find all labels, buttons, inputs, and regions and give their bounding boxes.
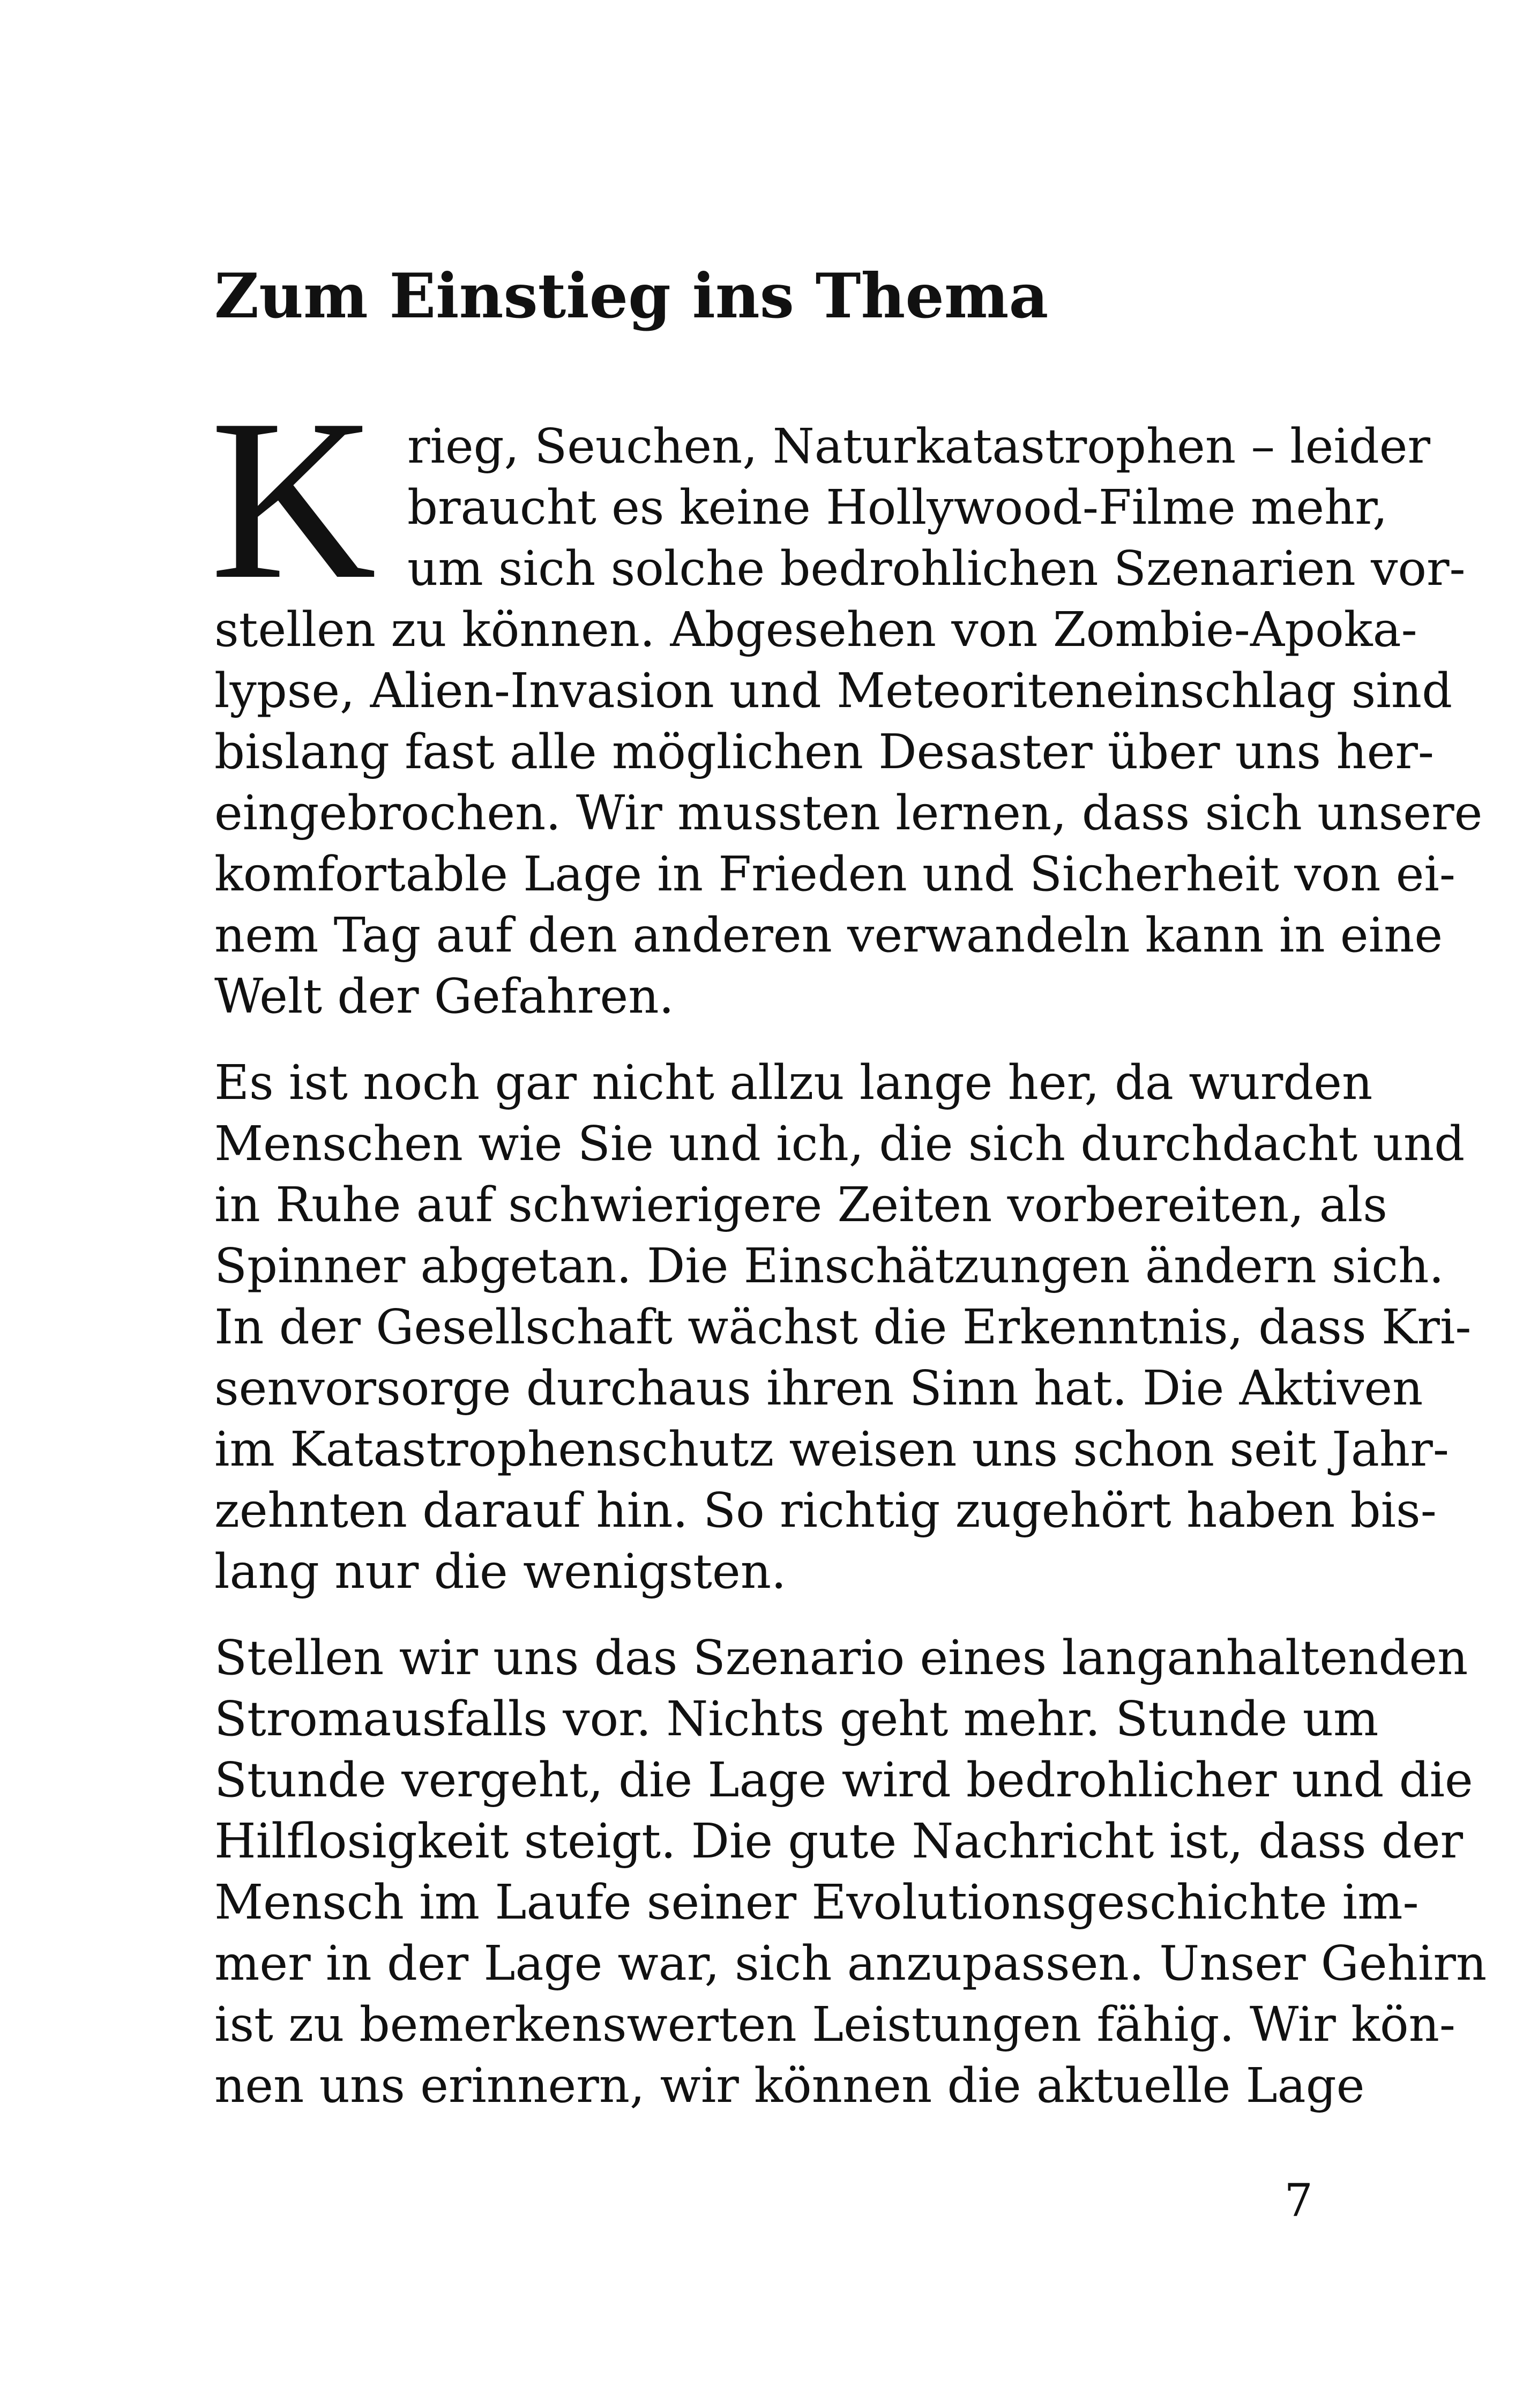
text-line: In der Gesellschaft wächst die Erkenntnis, dass Kri- — [214, 1299, 1472, 1355]
text-line: lypse, Alien-Invasion und Meteoriteneinschlag sind — [214, 663, 1453, 718]
chapter-body — [210, 372, 1487, 2116]
paragraph-1 — [210, 372, 1483, 1027]
text-line: Stunde vergeht, die Lage wird bedrohlicher und die — [214, 1752, 1473, 1808]
text-line: Stellen wir uns das Szenario eines langanhaltenden — [214, 1630, 1468, 1685]
text-line: zehnten darauf hin. So richtig zugehört haben bis- — [214, 1482, 1437, 1538]
page-number: 7 — [1284, 2174, 1313, 2227]
text-line: um sich solche bedrohlichen Szenarien vor- — [407, 540, 1466, 596]
text-line: Menschen wie Sie und ich, die sich durchdacht und — [214, 1116, 1465, 1171]
text-line: komfortable Lage in Frieden und Sicherheit von ei- — [214, 846, 1455, 902]
text-line: ist zu bemerkenswerten Leistungen fähig. Wir kön- — [214, 1996, 1455, 2052]
text-line: im Katastrophenschutz weisen uns schon seit Jahr- — [214, 1421, 1449, 1477]
text-line: nem Tag auf den anderen verwandeln kann in eine — [214, 907, 1443, 963]
text-line: nen uns erinnern, wir können die aktuelle Lage — [214, 2057, 1365, 2113]
text-line: Stromausfalls vor. Nichts geht mehr. Stunde um — [214, 1691, 1379, 1746]
text-line: mer in der Lage war, sich anzupassen. Unser Gehirn — [214, 1935, 1487, 1991]
text-line: stellen zu können. Abgesehen von Zombie-Apoka- — [214, 601, 1417, 657]
text-line: lang nur die wenigsten. — [214, 1543, 787, 1599]
text-line: in Ruhe auf schwierigere Zeiten vorbereiten, als — [214, 1177, 1387, 1232]
text-line: senvorsorge durchaus ihren Sinn hat. Die Aktiven — [214, 1360, 1423, 1416]
drop-cap-letter: K — [210, 372, 377, 627]
text-line: rieg, Seuchen, Naturkatastrophen – leider — [407, 418, 1431, 474]
paragraph-3 — [214, 1627, 1487, 2116]
text-line: eingebrochen. Wir mussten lernen, dass sich unsere — [214, 785, 1483, 841]
text-line: Es ist noch gar nicht allzu lange her, da wurden — [214, 1054, 1373, 1110]
text-line: Spinner abgetan. Die Einschätzungen ändern sich. — [214, 1238, 1444, 1294]
text-line: bislang fast alle möglichen Desaster über uns her- — [214, 724, 1434, 779]
text-line: Mensch im Laufe seiner Evolutionsgeschichte im- — [214, 1874, 1419, 1930]
text-line: Welt der Gefahren. — [214, 968, 674, 1024]
text-line: Hilflosigkeit steigt. Die gute Nachricht ist, dass der — [214, 1813, 1464, 1869]
paragraph-2 — [214, 1052, 1472, 1602]
text-line: braucht es keine Hollywood-Filme mehr, — [407, 479, 1388, 535]
chapter-heading: Zum Einstieg ins Thema — [214, 260, 1049, 332]
